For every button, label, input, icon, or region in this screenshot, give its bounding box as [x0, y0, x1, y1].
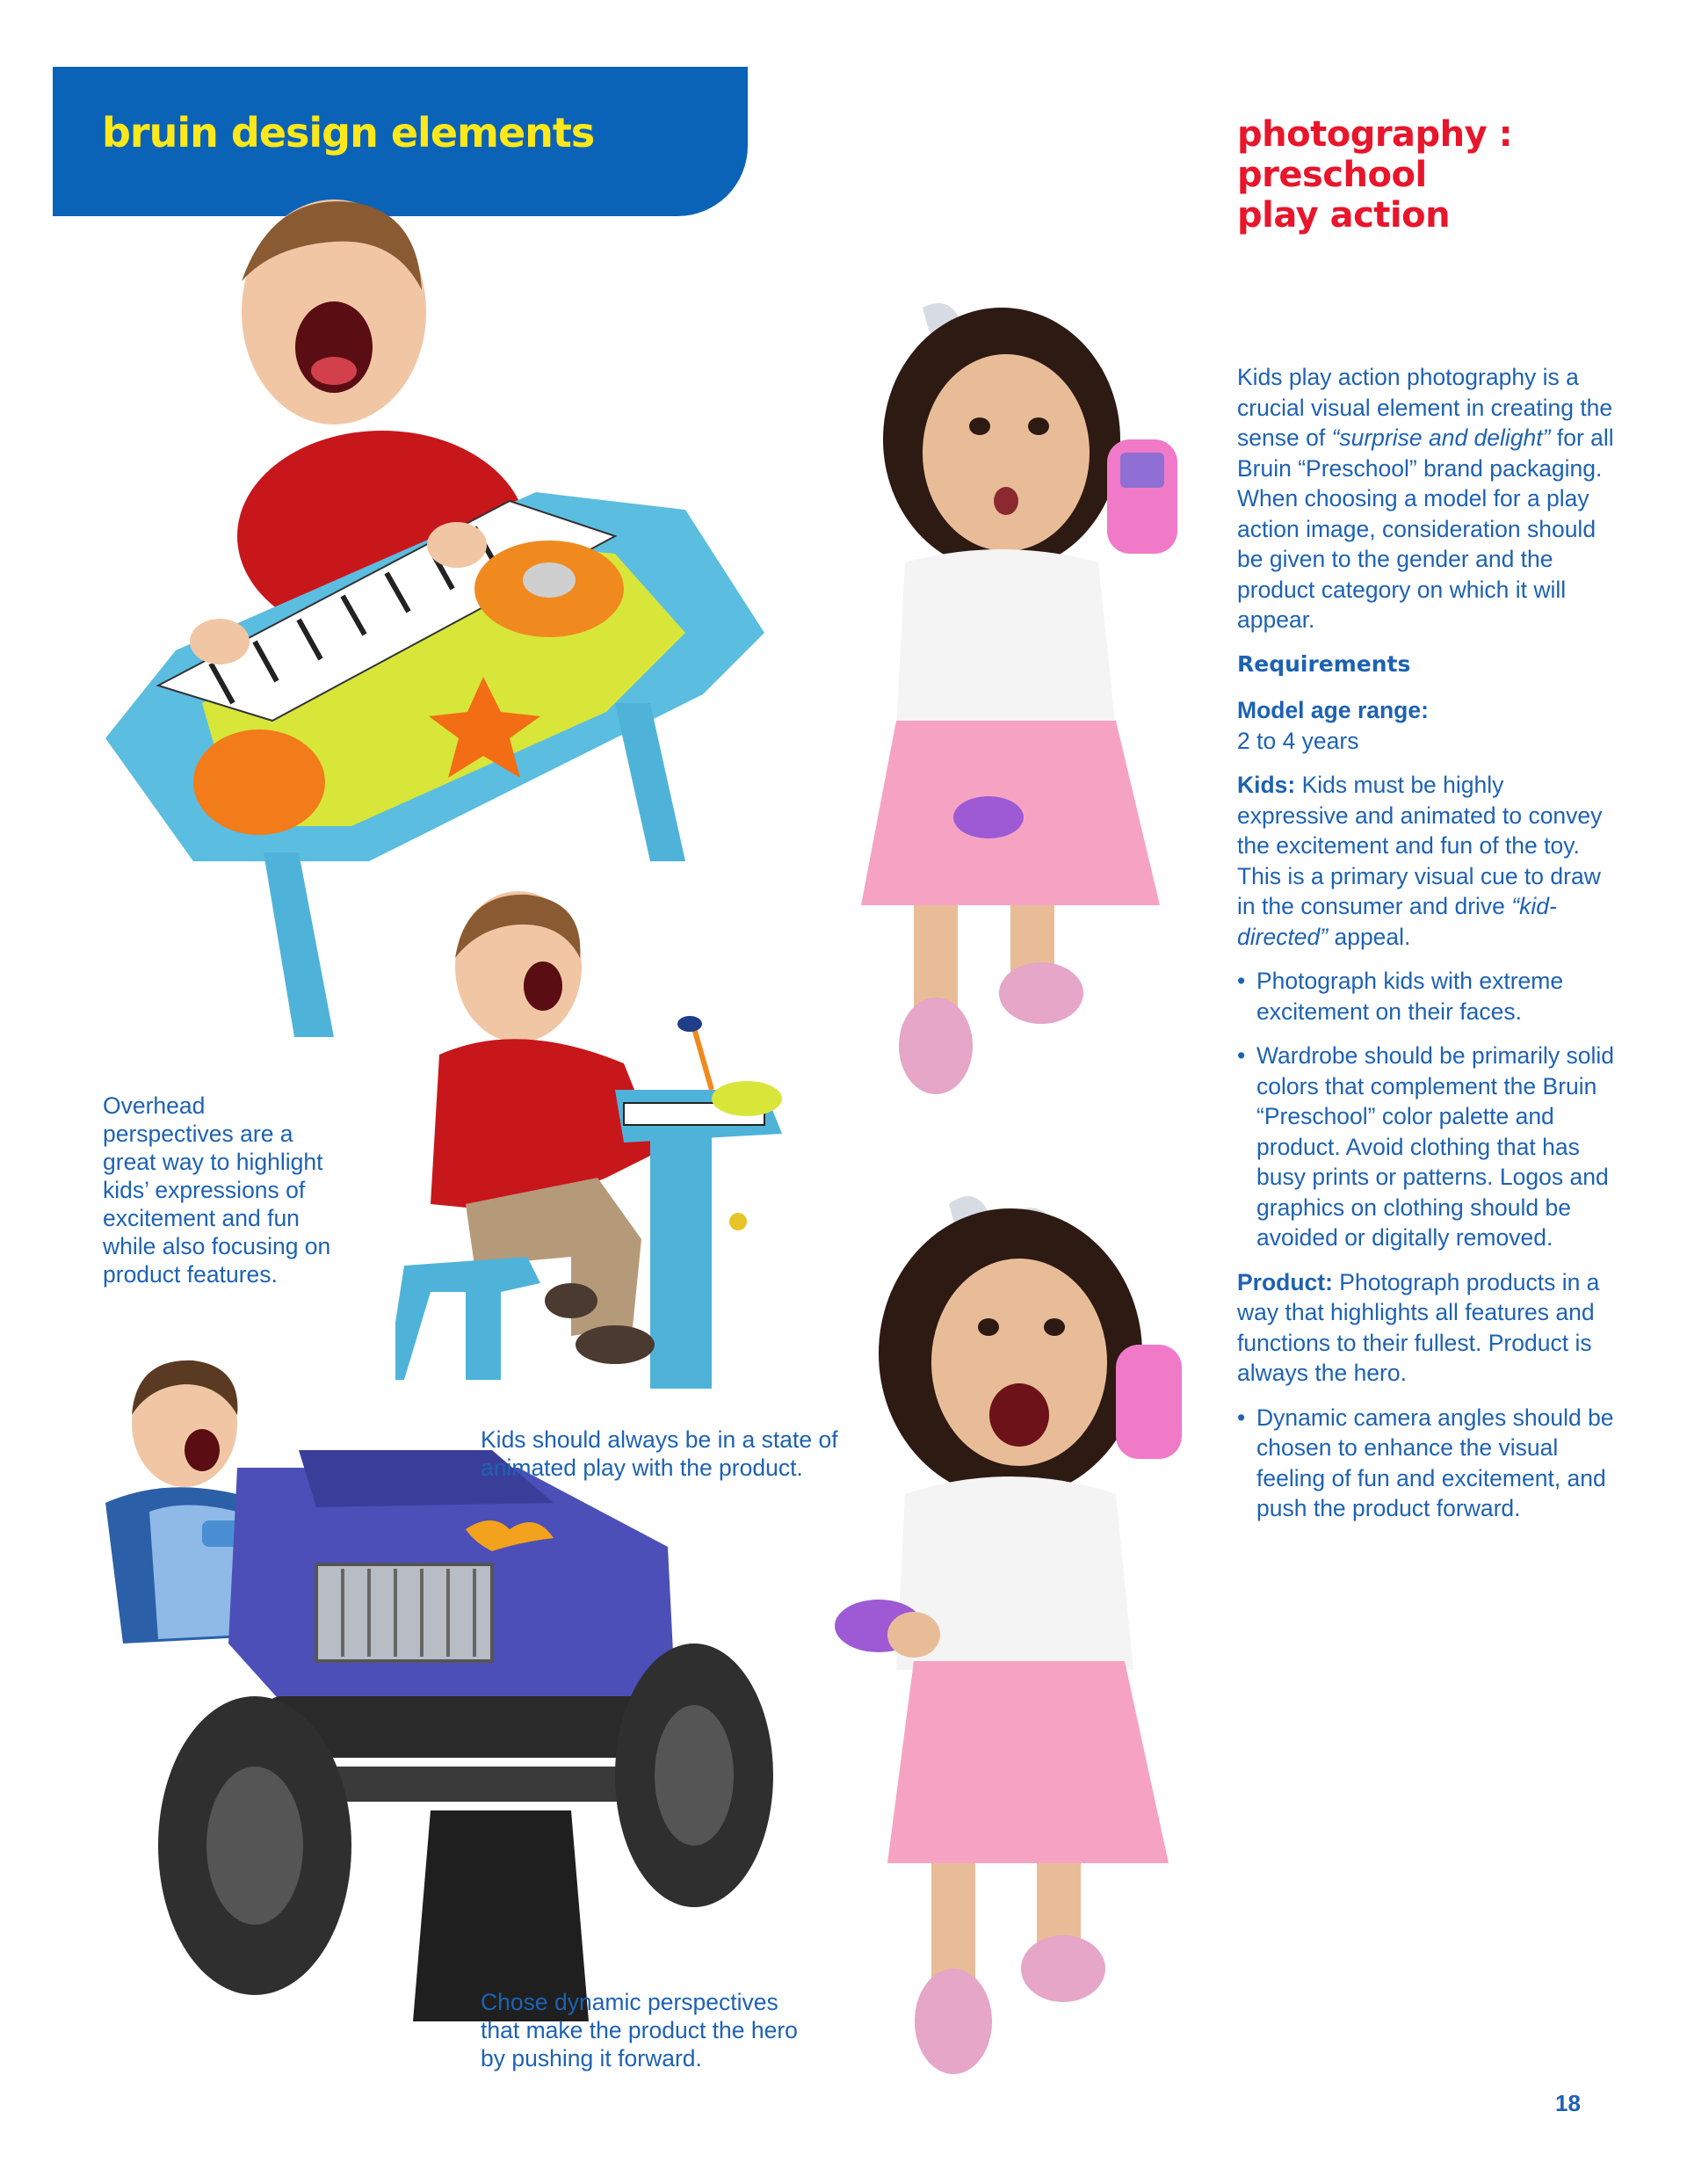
photo-girl-phone-bottom [808, 1178, 1230, 2092]
intro-paragraph [1237, 362, 1615, 635]
section-title-line: photography : [1237, 114, 1513, 155]
photo-girl-phone-top [808, 290, 1230, 1107]
bullet-text: Wardrobe should be primarily solid colors that complement the Bruin “Preschool” color palette and product. Avoid clothing that has busy prints or patterns. Logos and graphics on clothing should be avoided or digitally removed. [1256, 1042, 1614, 1251]
bullet-dot: • [1237, 1042, 1246, 1069]
body-text [1237, 362, 1615, 1538]
bullet-text: Dynamic camera angles should be chosen to enhance the visual feeling of fun and excitement, and push the product forward. [1256, 1404, 1614, 1521]
kids-paragraph [1237, 770, 1615, 952]
bullet-item [1237, 1041, 1615, 1253]
product-text: Photograph products in a way that highlights all features and functions to their fullest. Product is always the hero. [1237, 1268, 1600, 1386]
bullet-dot: • [1237, 968, 1246, 994]
caption-dynamic: Chose dynamic perspectives that make the product the hero by pushing it forward. [481, 1989, 798, 2072]
kids-label: Kids: [1237, 772, 1296, 798]
requirements-heading: Requirements [1237, 650, 1411, 677]
model-age-label: Model age range: [1237, 697, 1429, 723]
intro-text-continued: for all Bruin “Preschool” brand packaging. When choosing a model for a play action image, consideration should be given to the gender and the product category on which it will appear. [1237, 424, 1614, 633]
bullet-item [1237, 1403, 1615, 1524]
photo-boy-seated-keyboard [395, 888, 808, 1397]
caption-overhead: Overhead perspectives are a great way to highlight kids’ expressions of excitement and fun while also focusing on product features. [103, 1092, 331, 1288]
header-title: bruin design elements [102, 109, 595, 156]
bullet-item [1237, 966, 1615, 1027]
bullet-dot: • [1237, 1404, 1246, 1431]
section-title-line: preschool [1237, 155, 1427, 195]
product-paragraph [1237, 1267, 1615, 1389]
intro-emphasis: “surprise and delight” [1331, 424, 1551, 451]
kids-emphasis: “kid-directed” [1237, 893, 1557, 950]
kids-text-continued: appeal. [1328, 923, 1411, 950]
bullet-text: Photograph kids with extreme excitement on their faces. [1256, 968, 1564, 1025]
caption-animated-play: Kids should always be in a state of animated play with the product. [481, 1426, 838, 1481]
section-title [1237, 114, 1512, 236]
model-age-paragraph [1237, 695, 1615, 756]
intro-text: Kids play action photography is a crucial visual element in creating the sense of [1237, 364, 1613, 451]
model-age-value: 2 to 4 years [1237, 727, 1359, 754]
section-title-line: play action [1237, 195, 1451, 236]
kids-text: Kids must be highly expressive and animated to convey the excitement and fun of the toy. This is a primary visual cue to draw in the consumer and drive [1237, 772, 1603, 919]
product-label: Product: [1237, 1268, 1333, 1295]
page-number: 18 [1555, 2090, 1581, 2116]
